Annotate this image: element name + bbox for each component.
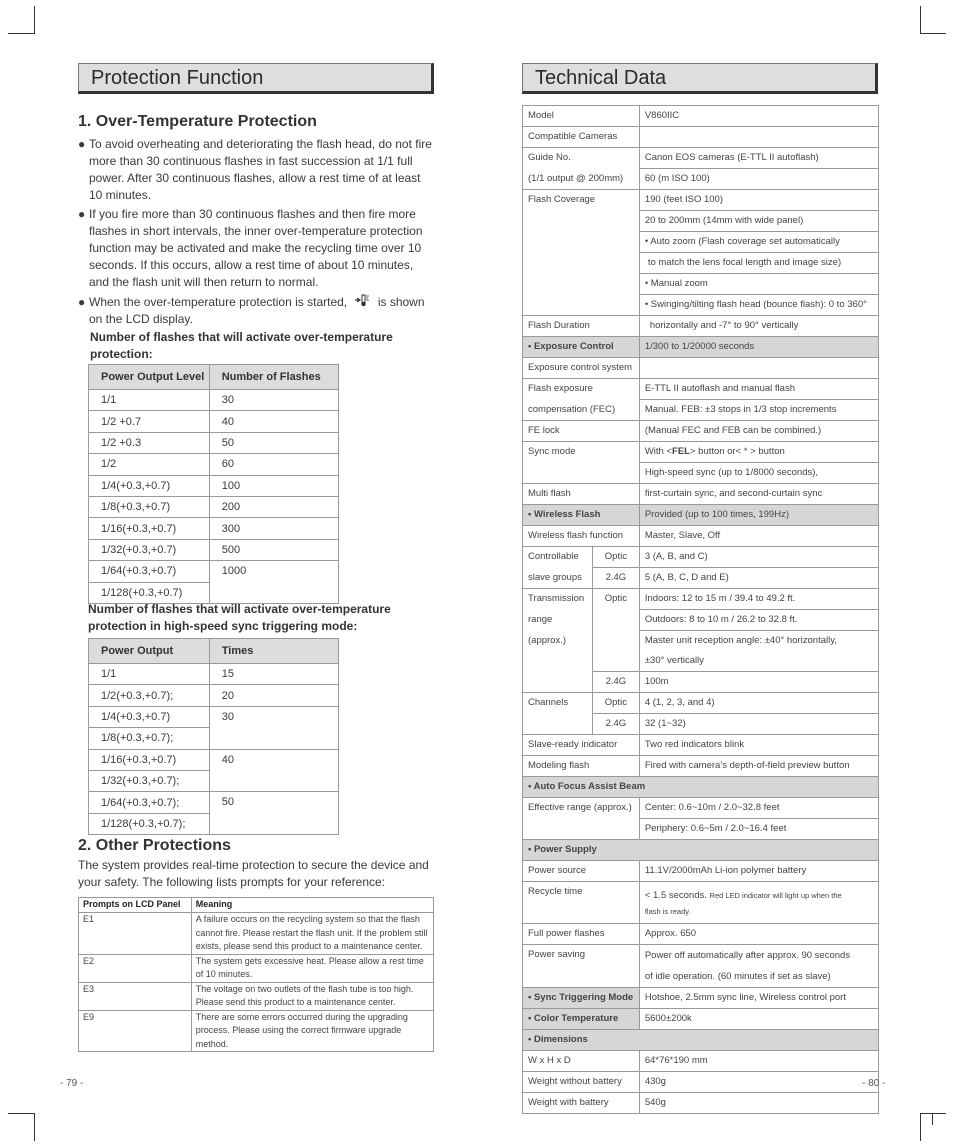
table-cell: A failure occurs on the recycling system so that the flash cannot fire. Please restart the flash unit. If the problem still exists, please send this product to a maintenance center. — [191, 913, 433, 955]
spec-section: • Color Temperature — [523, 1009, 640, 1030]
table-cell: 1/1 — [89, 664, 210, 685]
table-cell: 100 — [209, 475, 338, 496]
table-cell: 1/32(+0.3,+0.7) — [89, 539, 210, 560]
table-caption: Number of flashes that will activate over-temperature protection: — [90, 330, 393, 361]
bullet-icon: ● — [78, 207, 86, 221]
spec-value: 1/300 to 1/20000 seconds — [639, 337, 878, 358]
table-cell: 15 — [209, 664, 338, 685]
spec-label: FE lock — [523, 421, 640, 442]
spec-value: horizontally and -7° to 90° vertically — [639, 316, 878, 337]
spec-label: Compatible Cameras — [523, 127, 640, 148]
bullet-paragraph: ● When the over-temperature protection is started, is shown on the LCD display. — [78, 295, 425, 326]
table-cell: E9 — [79, 1010, 192, 1052]
table-cell: 1/64(+0.3,+0.7); — [89, 792, 210, 813]
table-cell: E1 — [79, 913, 192, 955]
table-cell: 1/64(+0.3,+0.7) — [89, 561, 210, 582]
crop-mark — [8, 1113, 35, 1114]
crop-mark — [920, 33, 946, 34]
spec-label: Power saving — [523, 945, 640, 988]
spec-label: Exposure control system — [523, 358, 640, 379]
table-cell: E2 — [79, 954, 192, 982]
table-cell: 30 — [209, 390, 338, 411]
table-header: Prompts on LCD Panel — [79, 898, 192, 913]
spec-sublabel: Optic — [592, 693, 639, 714]
spec-value: < 1.5 seconds. Red LED indicator will light up when the flash is ready. — [639, 882, 878, 924]
spec-value: (Manual FEC and FEB can be combined.) — [639, 421, 878, 442]
spec-label — [523, 672, 593, 693]
spec-value: Indoors: 12 to 15 m / 39.4 to 49.2 ft. — [639, 589, 878, 610]
table-cell: 40 — [209, 749, 338, 792]
spec-sublabel: 2.4G — [592, 568, 639, 589]
spec-label: Multi flash — [523, 484, 640, 505]
spec-value: Fired with camera’s depth-of-field preview button — [639, 756, 878, 777]
spec-value: 190 (feet ISO 100) — [639, 190, 878, 211]
crop-mark — [932, 1113, 933, 1125]
spec-value: E-TTL II autoflash and manual flash — [639, 379, 878, 400]
spec-label: Effective range (approx.) — [523, 798, 640, 840]
bullet-paragraph: ● To avoid overheating and deteriorating the flash head, do not fire more than 30 continuous flashes in fast succession at 1/1 full power. After 30 continuous flashes, allow a rest time of at least 10 minutes. — [78, 137, 432, 202]
spec-section: • Auto Focus Assist Beam — [523, 777, 879, 798]
spec-value — [639, 358, 878, 379]
spec-value: Outdoors: 8 to 10 m / 26.2 to 32.8 ft. — [639, 610, 878, 631]
spec-value: Hotshoe, 2.5mm sync line, Wireless control port — [639, 988, 878, 1009]
bullet-icon: ● — [78, 295, 86, 309]
table-cell: 1/8(+0.3,+0.7); — [89, 728, 210, 749]
crop-mark — [34, 6, 35, 34]
spec-label: W x H x D — [523, 1051, 640, 1072]
spec-section: • Exposure Control — [523, 337, 640, 358]
table-cell: 1/32(+0.3,+0.7); — [89, 770, 210, 791]
spec-value: Power off automatically after approx. 90 seconds of idle operation. (60 minutes if set as slave) — [639, 945, 878, 988]
spec-value: first-curtain sync, and second-curtain sync — [639, 484, 878, 505]
crop-mark — [34, 1113, 35, 1141]
spec-label: Model — [523, 106, 640, 127]
spec-section: • Power Supply — [523, 840, 879, 861]
spec-label: Transmission — [523, 589, 593, 610]
spec-label — [523, 651, 593, 672]
table-cell: 60 — [209, 454, 338, 475]
spec-value: • Manual zoom — [639, 274, 878, 295]
spec-label: slave groups — [523, 568, 593, 589]
spec-value: 4 (1, 2, 3, and 4) — [639, 693, 878, 714]
spec-value: ±30° vertically — [639, 651, 878, 672]
table-header: Meaning — [191, 898, 433, 913]
bullet-paragraph: ● If you fire more than 30 continuous flashes and then fire more flashes in short intervals, the inner over-temperature protection function may be activated and make the recycling time over 10 seconds. If this occurs, allow a rest time of about 10 minutes, and the flash unit will then return to normal. — [78, 207, 423, 289]
bullet-icon: ● — [78, 137, 86, 151]
spec-sublabel: 2.4G — [592, 714, 639, 735]
table-cell: 1/4(+0.3,+0.7) — [89, 706, 210, 727]
technical-data-table — [522, 105, 879, 1114]
spec-sublabel: Optic — [592, 547, 639, 568]
spec-label: Power source — [523, 861, 640, 882]
table-cell: 1/128(+0.3,+0.7) — [89, 582, 210, 603]
table-cell: 20 — [209, 685, 338, 706]
table-cell: The system gets excessive heat. Please allow a rest time of 10 minutes. — [191, 954, 433, 982]
page-number: - 79 - — [60, 1078, 84, 1089]
table-cell: 50 — [209, 432, 338, 453]
table-cell: 1/4(+0.3,+0.7) — [89, 475, 210, 496]
table-cell: 500 — [209, 539, 338, 560]
spec-section: • Wireless Flash — [523, 505, 640, 526]
spec-value: Two red indicators blink — [639, 735, 878, 756]
spec-value: V860IIC — [639, 106, 878, 127]
spec-sublabel: Optic — [592, 589, 639, 672]
spec-label: Recycle time — [523, 882, 640, 924]
spec-label: Flash exposure — [523, 379, 640, 400]
spec-value: to match the lens focal length and image size) — [639, 253, 878, 274]
spec-label: Modeling flash — [523, 756, 640, 777]
crop-mark — [8, 33, 35, 34]
table-cell: 1/128(+0.3,+0.7); — [89, 813, 210, 834]
spec-value: Manual. FEB: ±3 stops in 1/3 stop increments — [639, 400, 878, 421]
spec-value: 5600±200k — [639, 1009, 878, 1030]
table-header: Power Output — [89, 639, 210, 664]
spec-value: 20 to 200mm (14mm with wide panel) — [639, 211, 878, 232]
section-paragraph: The system provides real-time protection to secure the device and your safety. The following lists prompts for your reference: — [78, 858, 429, 889]
spec-label: compensation (FEC) — [523, 400, 640, 421]
crop-mark — [920, 1113, 946, 1114]
spec-label: Wireless flash function — [523, 526, 640, 547]
table-cell: 1/1 — [89, 390, 210, 411]
spec-value: Provided (up to 100 times, 199Hz) — [639, 505, 878, 526]
table-cell: 1/2 — [89, 454, 210, 475]
spec-label: Full power flashes — [523, 924, 640, 945]
spec-label: Flash Coverage — [523, 190, 640, 316]
spec-value: With <FEL> button or< * > button — [639, 442, 878, 463]
spec-value: Approx. 650 — [639, 924, 878, 945]
spec-value: Canon EOS cameras (E-TTL II autoflash) — [639, 148, 878, 169]
spec-value: 11.1V/2000mAh Li-ion polymer battery — [639, 861, 878, 882]
spec-value: Master unit reception angle: ±40° horizontally, — [639, 631, 878, 652]
spec-value: 32 (1~32) — [639, 714, 878, 735]
table-header: Power Output Level — [89, 365, 210, 390]
spec-label: Flash Duration — [523, 316, 640, 337]
spec-value: Center: 0.6~10m / 2.0~32.8 feet — [639, 798, 878, 819]
spec-label: (1/1 output @ 200mm) — [523, 169, 640, 190]
table-cell: 1/8(+0.3,+0.7) — [89, 496, 210, 517]
hss-over-temp-table — [88, 638, 339, 835]
spec-value: 5 (A, B, C, D and E) — [639, 568, 878, 589]
section-heading: 1. Over-Temperature Protection — [78, 113, 317, 130]
spec-value: 100m — [639, 672, 878, 693]
page-title: Protection Function — [78, 63, 434, 94]
table-cell: 300 — [209, 518, 338, 539]
table-cell: 30 — [209, 706, 338, 749]
spec-value: 430g — [639, 1072, 878, 1093]
page-title: Technical Data — [522, 63, 878, 94]
table-header: Number of Flashes — [209, 365, 338, 390]
spec-label — [523, 714, 593, 735]
table-cell: 40 — [209, 411, 338, 432]
table-cell: 50 — [209, 792, 338, 835]
table-cell: 1/2 +0.7 — [89, 411, 210, 432]
lcd-prompts-table — [78, 897, 434, 1052]
table-cell: 1000 — [209, 561, 338, 604]
spec-value: High-speed sync (up to 1/8000 seconds), — [639, 463, 878, 484]
table-header: Times — [209, 639, 338, 664]
table-cell: There are some errors occurred during the upgrading process. Please using the correct firmware upgrade method. — [191, 1010, 433, 1052]
over-temp-table — [88, 364, 339, 604]
crop-mark — [920, 6, 921, 34]
spec-value: 64*76*190 mm — [639, 1051, 878, 1072]
spec-value: Master, Slave, Off — [639, 526, 878, 547]
table-cell: 1/2 +0.3 — [89, 432, 210, 453]
spec-label: Weight without battery — [523, 1072, 640, 1093]
spec-label: Controllable — [523, 547, 593, 568]
spec-value — [639, 127, 878, 148]
table-cell: E3 — [79, 982, 192, 1010]
table-caption: Number of flashes that will activate over-temperature protection in high-speed sync triggering mode: — [88, 602, 391, 633]
spec-value: Periphery: 0.6~5m / 2.0~16.4 feet — [639, 819, 878, 840]
table-cell: 1/16(+0.3,+0.7) — [89, 749, 210, 770]
spec-section: • Dimensions — [523, 1030, 879, 1051]
table-cell: 200 — [209, 496, 338, 517]
spec-label: Sync mode — [523, 442, 640, 484]
thermometer-flash-icon — [353, 294, 371, 307]
table-cell: The voltage on two outlets of the flash tube is too high. Please send this product to a maintenance center. — [191, 982, 433, 1010]
table-cell: 1/16(+0.3,+0.7) — [89, 518, 210, 539]
spec-label: (approx.) — [523, 631, 593, 652]
crop-mark — [920, 1113, 921, 1141]
spec-label: range — [523, 610, 593, 631]
section-heading: 2. Other Protections — [78, 837, 231, 854]
page-number: - 80 - — [862, 1078, 886, 1089]
spec-label: Channels — [523, 693, 593, 714]
spec-value: 540g — [639, 1093, 878, 1114]
spec-section: • Sync Triggering Mode — [523, 988, 640, 1009]
spec-value: 3 (A, B, and C) — [639, 547, 878, 568]
spec-label: Weight with battery — [523, 1093, 640, 1114]
table-cell: 1/2(+0.3,+0.7); — [89, 685, 210, 706]
spec-value: 60 (m ISO 100) — [639, 169, 878, 190]
spec-value: • Swinging/tilting flash head (bounce flash): 0 to 360° — [639, 295, 878, 316]
spec-value: • Auto zoom (Flash coverage set automatically — [639, 232, 878, 253]
spec-sublabel: 2.4G — [592, 672, 639, 693]
spec-label: Slave-ready indicator — [523, 735, 640, 756]
spec-label: Guide No. — [523, 148, 640, 169]
